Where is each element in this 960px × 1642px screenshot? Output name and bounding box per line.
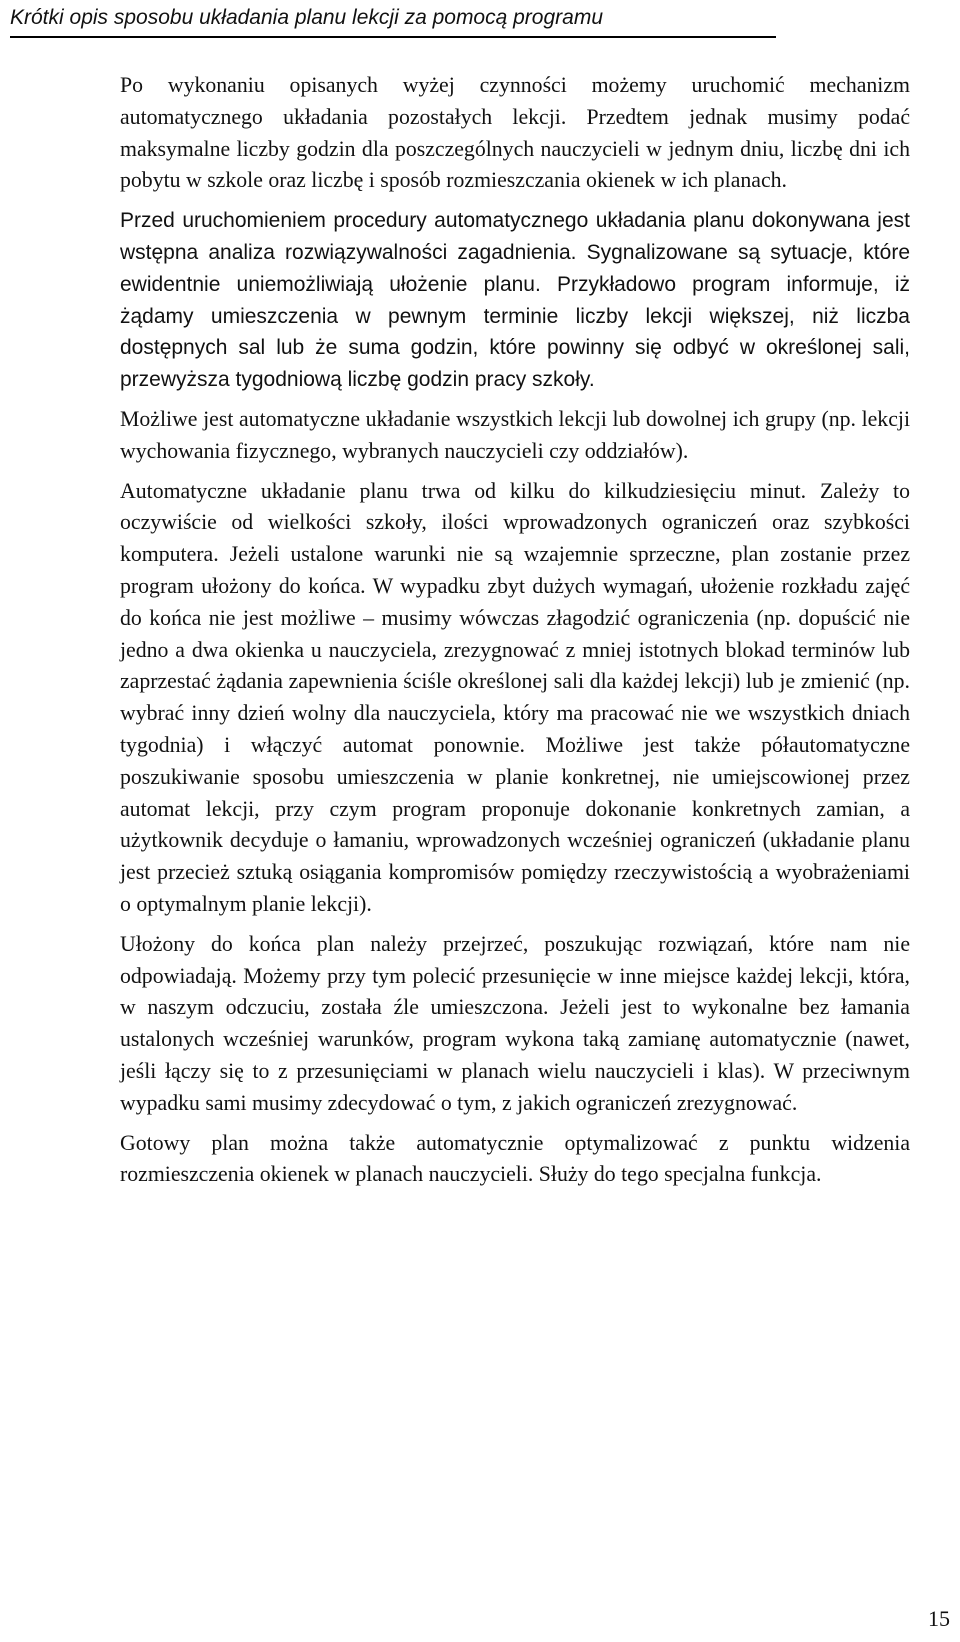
document-body [120,70,910,1199]
paragraph-5: Ułożony do końca plan należy przejrzeć, poszukując rozwiązań, które nam nie odpowiadają. Możemy przy tym polecić przesunięcie w inne miejsce każdej lekcji, która, w naszym odczuciu, została źle umieszczona. Jeżeli jest to wykonalne bez łamania ustalonych wcześniej warunków, program wykona taką zamianę automatycznie (nawet, jeśli łączy się to z przesunięciami w planach wielu nauczycieli i klas). W przeciwnym wypadku sami musimy zdecydować o tym, z jakich ograniczeń zrezygnować. [120,931,910,1115]
paragraph-1: Po wykonaniu opisanych wyżej czynności możemy uruchomić mechanizm automatycznego układania pozostałych lekcji. Przedtem jednak musimy podać maksymalne liczby godzin dla poszczególnych nauczycieli w jednym dniu, liczbę dni ich pobytu w szkole oraz liczbę i sposób rozmieszczania okienek w ich planach. [120,73,910,193]
paragraph-3: Możliwe jest automatyczne układanie wszystkich lekcji lub dowolnej ich grupy (np. lekcji wychowania fizycznego, wybranych nauczycieli czy oddziałów). [120,406,910,463]
page-number: 15 [928,1606,950,1631]
paragraph-2: Przed uruchomieniem procedury automatycznego układania planu dokonywana jest wstępna analiza rozwiązywalności zagadnienia. Sygnalizowane są sytuacje, które ewidentnie uniemożliwiają ułożenie planu. Przykładowo program informuje, iż żądamy umieszczenia w pewnym terminie liczby lekcji większej, niż liczba dostępnych sal lub że suma godzin, które powinny się odbyć w określonej sali, przewyższa tygodniową liczbę godzin pracy szkoły. [120,209,910,392]
paragraph-6: Gotowy plan można także automatycznie optymalizować z punktu widzenia rozmieszczenia okienek w planach nauczycieli. Służy do tego specjalna funkcja. [120,1130,910,1187]
running-header: Krótki opis sposobu układania planu lekcji za pomocą programu [10,4,776,38]
paragraph-4: Automatyczne układanie planu trwa od kilku do kilkudziesięciu minut. Zależy to oczywiście od wielkości szkoły, ilości wprowadzonych ograniczeń oraz szybkości komputera. Jeżeli ustalone warunki nie są wzajemnie sprzeczne, plan zostanie przez program ułożony do końca. W wypadku zbyt dużych wymagań, ułożenie rozkładu zajęć do końca nie jest możliwe – musimy wówczas złagodzić ograniczenia (np. dopuścić nie jedno a dwa okienka u nauczyciela, zrezygnować z mniej istotnych blokad terminów lub zaprzestać żądania zapewnienia ściśle określonej sali dla każdej lekcji) lub je zmienić (np. wybrać inny dzień wolny dla nauczyciela, który ma pracować nie we wszystkich dniach tygodnia) i włączyć automat ponownie. Możliwe jest także półautomatyczne poszukiwanie sposobu umieszczenia w planie konkretnej, nie umiejscowionej przez automat lekcji, przy czym program proponuje dokonanie konkretnych zamian, a użytkownik decyduje o łamaniu, wprowadzonych wcześniej ograniczeń (układanie planu jest przecież sztuką osiągania kompromisów pomiędzy rzeczywistością a wyobrażeniami o optymalnym planie lekcji). [120,478,910,916]
